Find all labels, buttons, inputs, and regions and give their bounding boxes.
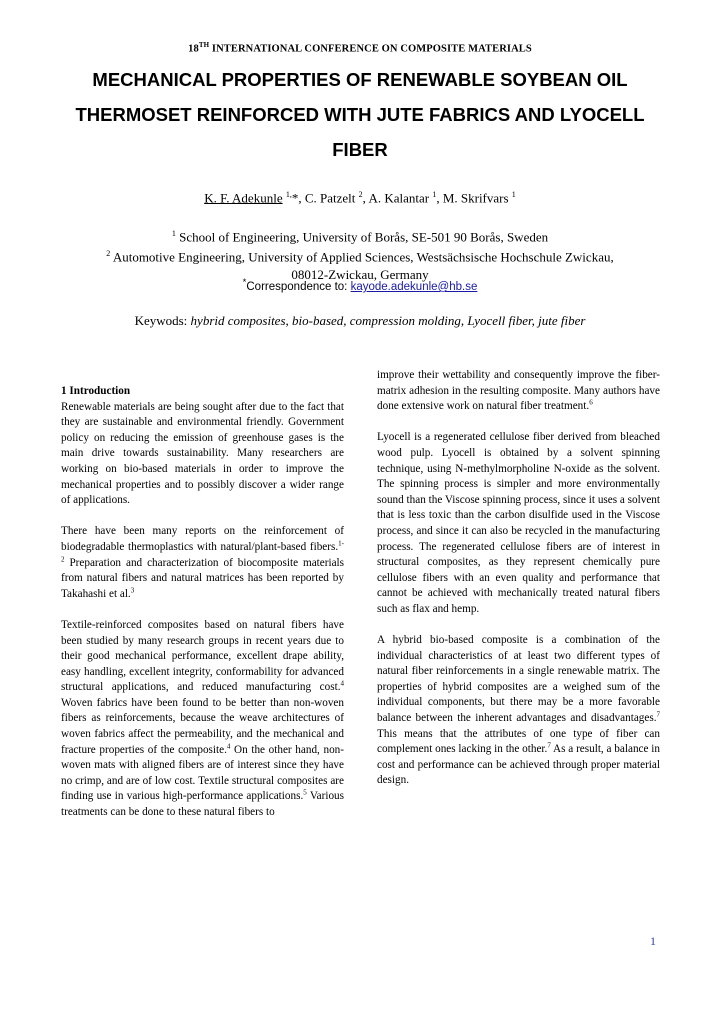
- title-line-3: FIBER: [332, 139, 388, 160]
- author-1-affil: 1,: [285, 190, 292, 199]
- paragraph-text: Textile-reinforced composites based on natural fibers have been studied by many research groups in recent years due to their good mechanical performance, excellent drape ability, easy handling, excellent integrity, conformability for advanced structural applications, and reduced manufacturing cost.: [61, 618, 344, 694]
- conference-number: 18: [188, 43, 199, 55]
- paragraph-text: Preparation and characterization of biocomposite materials from natural fibers and natural matrices has been reported by Takahashi et al.: [61, 556, 344, 600]
- correspondence-mark: *: [242, 277, 247, 288]
- author-list: K. F. Adekunle $^{1,}$*, C. Patzelt $^2$, A. Kalantar $^1$, M. Skrifvars $^1$: [204, 190, 516, 206]
- citation: 6: [589, 398, 593, 407]
- paragraph: [377, 633, 660, 789]
- conference-number-suffix: TH: [198, 41, 210, 49]
- paragraph: [61, 618, 344, 821]
- keywords: [0, 313, 720, 329]
- author-1-corresponding-mark: *,: [291, 190, 305, 206]
- author-4-affil: 1: [511, 190, 516, 199]
- affiliation-2-number: 2: [106, 249, 111, 259]
- keywords-values: hybrid composites, bio-based, compression molding, Lyocell fiber, jute fiber: [190, 313, 586, 328]
- affiliation-2-text: Automotive Engineering, University of Applied Sciences, Westsächsische Hochschule Zwickau,: [112, 249, 614, 265]
- paragraph: Renewable materials are being sought after due to the fact that they are sustainable and environmental friendly. Government policy on reducing the emission of greenhouse gases is the main drive towards sustainability. Many researchers are working on bio-based materials in order to improve the mechanical properties and to possibly discover a wider range of applications.: [61, 400, 344, 507]
- paragraph-text: This means that the attributes of one type of fiber can complement ones lacking in the other.: [377, 727, 660, 756]
- paragraph-text: A hybrid bio-based composite is a combination of the individual characteristics of at least two different types of natural fiber reinforcements in a single renewable matrix. The properties of hybrid composites are a weighed sum of the individual components, but there may be a more favorable balance between the inherent advantages and disadvantages.: [377, 634, 660, 725]
- paragraph-text: Woven fabrics have been found to be better than non-woven fibers as reinforcements, because the weave architectures of woven fabrics affect the permeability, and the mechanical and fracture properties of the composite.: [61, 696, 344, 756]
- paragraph-text: There have been many reports on the reinforcement of biodegradable thermoplastics with natural/plant-based fibers.: [61, 525, 344, 553]
- affiliation-2: [40, 245, 680, 265]
- author-2: C. Patzelt: [304, 190, 356, 206]
- title-line-1: MECHANICAL PROPERTIES OF RENEWABLE SOYBEAN OIL: [92, 69, 628, 90]
- author-4: M. Skrifvars: [442, 190, 509, 206]
- paragraph: [377, 368, 660, 415]
- paragraph-text: On the other hand, non-woven mats with aligned fibers are of interest since they have no crimp, and are of low cost. Textile structural composites are finding use in various high-performance applications.: [61, 743, 344, 803]
- conference-name: INTERNATIONAL CONFERENCE ON COMPOSITE MATERIALS: [209, 43, 532, 55]
- paragraph: [61, 524, 344, 602]
- author-2-affil: 2: [358, 190, 363, 199]
- title-line-2: THERMOSET REINFORCED WITH JUTE FABRICS AND LYOCELL: [75, 104, 645, 125]
- section-heading-introduction: 1 Introduction: [61, 385, 131, 397]
- citation: 4: [340, 679, 344, 688]
- author-3: A. Kalantar: [368, 190, 430, 206]
- page-number: 1: [650, 934, 656, 948]
- affiliation-2-city: 08012-Zwickau, Germany: [291, 266, 429, 282]
- author-3-affil: 1: [432, 190, 437, 199]
- affiliation-1-number: 1: [171, 229, 176, 238]
- paragraph-text: As a result, a balance in cost and performance can be achieved through proper material design.: [377, 743, 660, 787]
- affiliation-1: [40, 225, 680, 245]
- affiliation-1-text: School of Engineering, University of Borås, SE-501 90 Borås, Sweden: [179, 229, 549, 245]
- citation: 4: [226, 741, 231, 750]
- correspondence: [0, 277, 720, 293]
- affiliations: [40, 225, 680, 283]
- citation: 5: [303, 788, 307, 797]
- paragraph-text: improve their wettability and consequently improve the fiber-matrix adhesion in the resulting composite. Many authors have done extensive work on natural fiber treatment.: [377, 369, 660, 413]
- author-1: K. F. Adekunle: [204, 190, 283, 206]
- correspondence-label: Correspondence to:: [246, 280, 351, 293]
- correspondence-email-link[interactable]: kayode.adekunle@hb.se: [350, 280, 478, 293]
- citation: 7: [547, 741, 551, 750]
- citation: 7: [656, 710, 660, 719]
- citation: 1- 2: [61, 539, 344, 563]
- paragraph-text: Various treatments can be done to these natural fibers to: [61, 790, 345, 819]
- keywords-label: Keywods:: [134, 313, 191, 328]
- paper-title: [30, 62, 690, 167]
- conference-header: [0, 41, 720, 55]
- left-column: [61, 384, 344, 821]
- right-column: [377, 368, 660, 789]
- citation: 3: [130, 585, 135, 594]
- paragraph: Lyocell is a regenerated cellulose fiber derived from bleached wood pulp. Lyocell is obtained by a solvent spinning technique, using N-methylmorpholine N-oxide as the solvent. The spinning process is simpler and more environmentally sound than the Viscose spinning process, since it uses a solvent that is less toxic than the carbon disulfide used in the Viscose process, and since it can also be recycled in the manufacturing process. The regenerated cellulose fibers are of interest in structural composites, as they represent chemically pure cellulose fibers with an even quality and performance that cannot be achieved with mechanically treated natural fibers such as flax and hemp.: [377, 431, 660, 615]
